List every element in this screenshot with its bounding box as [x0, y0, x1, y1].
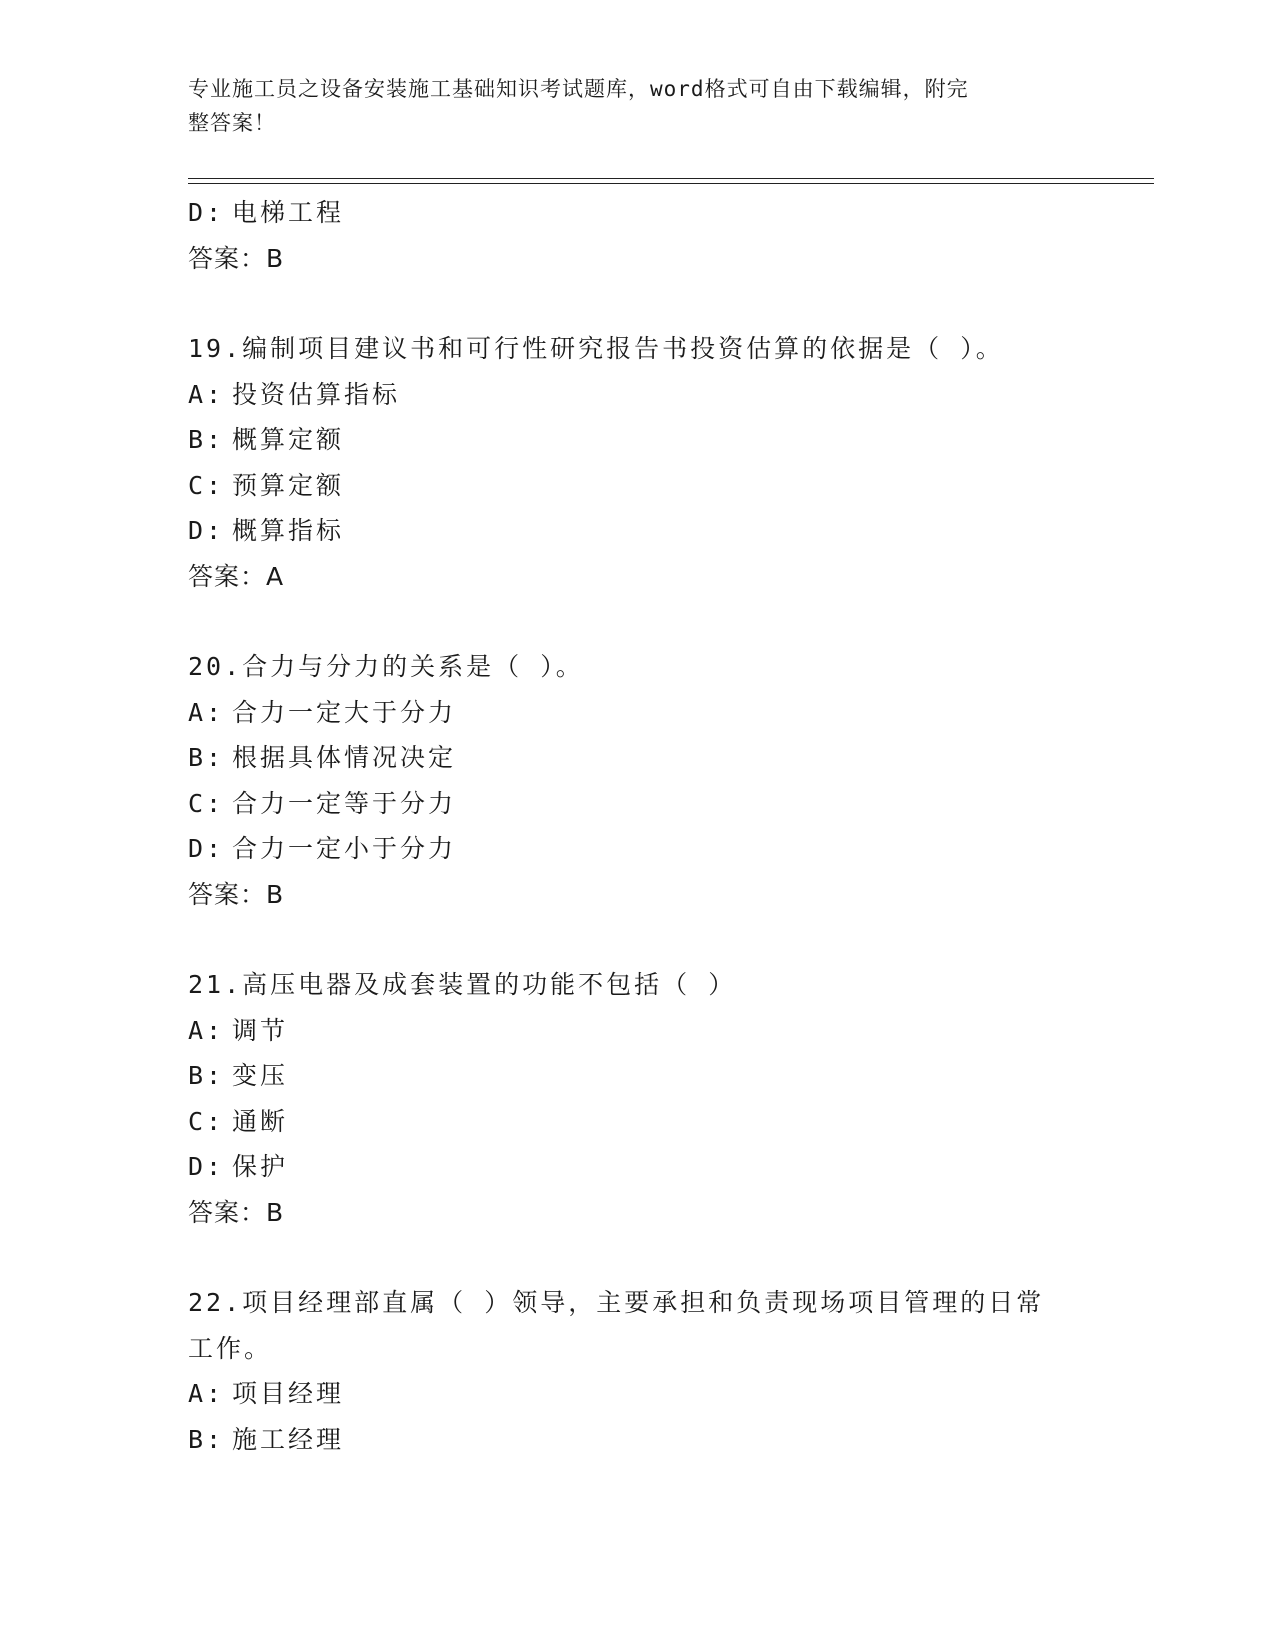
option-d [188, 190, 1088, 236]
option-text: 电梯工程 [232, 198, 345, 227]
option-c [188, 463, 1088, 509]
option-letter: B: [188, 743, 225, 772]
option-text: 合力一定小于分力 [232, 834, 457, 863]
option-letter: A: [188, 379, 225, 409]
option-a [188, 1371, 1088, 1417]
option-b [188, 417, 1088, 463]
header-line-2: 整答案！ [188, 111, 276, 135]
option-letter: C: [188, 1106, 225, 1136]
answer-line: 答案：A [188, 561, 285, 591]
question-20-text: 20.合力与分力的关系是（ ）。 [188, 652, 584, 681]
option-b [188, 1053, 1088, 1099]
option-letter: B: [188, 1424, 225, 1454]
question-21-text: 21.高压电器及成套装置的功能不包括（ ） [188, 970, 737, 999]
option-text: 投资估算指标 [232, 379, 401, 409]
option-letter: D: [188, 198, 225, 227]
option-text: 调节 [232, 1015, 289, 1045]
option-d [188, 1144, 1088, 1190]
option-text: 通断 [232, 1106, 289, 1136]
answer-line: 答案：B [188, 879, 285, 909]
question-19-text: 19.编制项目建议书和可行性研究报告书投资估算的依据是（ ）。 [188, 334, 1004, 363]
option-letter: A: [188, 1379, 225, 1408]
option-letter: C: [188, 788, 225, 818]
option-text: 概算定额 [232, 425, 345, 454]
option-letter: A: [188, 1015, 225, 1045]
option-letter: D: [188, 1152, 225, 1181]
header-divider-top [188, 178, 1154, 179]
option-d [188, 508, 1088, 554]
option-letter: B: [188, 1061, 225, 1090]
option-letter: C: [188, 470, 225, 500]
option-a [188, 1008, 1088, 1054]
option-letter: D: [188, 834, 225, 863]
option-a [188, 372, 1088, 418]
header-divider-bottom [188, 183, 1154, 184]
header-line-1: 专业施工员之设备安装施工基础知识考试题库，word格式可自由下载编辑，附完 [188, 77, 969, 101]
answer-line: 答案：B [188, 1197, 285, 1227]
option-letter: A: [188, 697, 225, 727]
answer-line: 答案：B [188, 243, 285, 273]
document-header [188, 72, 1068, 140]
option-text: 合力一定等于分力 [232, 788, 457, 818]
option-text: 根据具体情况决定 [232, 743, 457, 772]
option-text: 保护 [232, 1152, 289, 1181]
option-letter: B: [188, 425, 225, 454]
option-text: 合力一定大于分力 [232, 697, 457, 727]
option-text: 项目经理 [232, 1379, 345, 1408]
option-b [188, 1417, 1088, 1463]
question-list [188, 190, 1088, 1462]
option-b [188, 735, 1088, 781]
option-d [188, 826, 1088, 872]
option-a [188, 690, 1088, 736]
option-text: 施工经理 [232, 1424, 345, 1454]
option-c [188, 1099, 1088, 1145]
question-22-text-line-1: 22.项目经理部直属（ ）领导，主要承担和负责现场项目管理的日常 [188, 1288, 1045, 1317]
option-c [188, 781, 1088, 827]
option-text: 概算指标 [232, 516, 345, 545]
option-text: 变压 [232, 1061, 289, 1090]
option-letter: D: [188, 516, 225, 545]
option-text: 预算定额 [232, 470, 345, 500]
question-22-text-line-2: 工作。 [188, 1333, 273, 1363]
